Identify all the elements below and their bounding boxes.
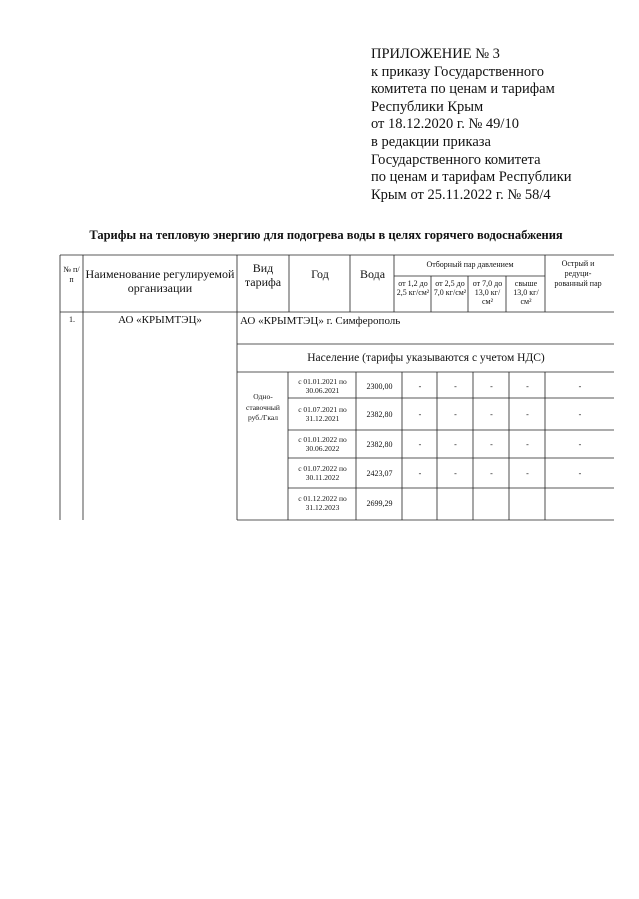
sharp-steam-tariff: - (578, 469, 582, 478)
steam-1-tariff: - (418, 469, 422, 478)
header-tariff-type: Вид тарифа (244, 261, 282, 289)
steam-1-tariff: - (418, 410, 422, 419)
sharp-steam-tariff: - (578, 410, 582, 419)
steam-3-tariff: - (490, 440, 493, 449)
steam-2-tariff: - (454, 440, 457, 449)
sharp-steam-tariff: - (578, 382, 582, 391)
steam-4-tariff: - (526, 469, 529, 478)
steam-1-tariff: - (418, 440, 422, 449)
period: с 01.12.2022 по 31.12.2023 (298, 494, 347, 512)
header-steam-4: свыше 13,0 кг/см² (513, 279, 539, 307)
row-number: 1. (69, 315, 75, 324)
header-water: Вода (359, 267, 386, 281)
water-tariff: 2423,07 (366, 469, 393, 478)
header-steam-3: от 7,0 до 13,0 кг/см² (472, 279, 503, 307)
header-year: Год (311, 267, 329, 281)
steam-3-tariff: - (490, 410, 493, 419)
appendix-line: Республики Крым (371, 98, 484, 115)
appendix-line: Государственного комитета (371, 151, 541, 168)
organization-location: АО «КРЫМТЭЦ» г. Симферополь (240, 315, 401, 327)
sharp-steam-tariff: - (578, 440, 582, 449)
water-tariff: 2300,00 (366, 382, 393, 391)
appendix-line: в редакции приказа (371, 133, 491, 150)
water-tariff: 2699,29 (366, 499, 393, 508)
tariff-type-value: Одно-ставочный руб./Гкал (246, 392, 280, 422)
appendix-line: Крым от 25.11.2022 г. № 58/4 (371, 186, 551, 203)
steam-2-tariff: - (454, 469, 457, 478)
steam-4-tariff: - (526, 382, 529, 391)
period: с 01.01.2022 по 30.06.2022 (298, 435, 347, 453)
water-tariff: 2382,80 (366, 440, 393, 449)
appendix-line: по ценам и тарифам Республики (371, 169, 572, 186)
header-organization: Наименование регулируемой организации (85, 267, 235, 295)
header-sharp-steam: Острый и редуци-рованный пар (554, 259, 602, 288)
appendix-line: к приказу Государственного (371, 63, 544, 80)
header-num: № п/ п (63, 265, 80, 284)
water-tariff: 2382,80 (366, 410, 393, 419)
appendix-line: комитета по ценам и тарифам (371, 81, 555, 98)
organization-name: АО «КРЫМТЭЦ» (118, 314, 202, 326)
consumer-group: Население (тарифы указываются с учетом НДС) (307, 352, 545, 364)
steam-3-tariff: - (490, 469, 493, 478)
steam-1-tariff: - (418, 382, 422, 391)
appendix-line: ПРИЛОЖЕНИЕ № 3 (371, 46, 500, 62)
header-steam-group: Отборный пар давлением (426, 260, 514, 269)
period: с 01.07.2021 по 31.12.2021 (298, 405, 347, 423)
header-steam-2: от 2,5 до 7,0 кг/см² (433, 279, 467, 298)
steam-2-tariff: - (454, 382, 457, 391)
steam-2-tariff: - (454, 410, 457, 419)
steam-4-tariff: - (526, 410, 529, 419)
period: с 01.07.2022 по 30.11.2022 (298, 464, 347, 482)
appendix-line: от 18.12.2020 г. № 49/10 (371, 116, 519, 133)
period: с 01.01.2021 по 30.06.2021 (298, 377, 347, 395)
steam-4-tariff: - (526, 440, 529, 449)
header-steam-1: от 1,2 до 2,5 кг/см² (396, 279, 430, 298)
steam-3-tariff: - (490, 382, 493, 391)
document-title: Тарифы на тепловую энергию для подогрева воды в целях горячего водоснабжения (89, 228, 563, 242)
